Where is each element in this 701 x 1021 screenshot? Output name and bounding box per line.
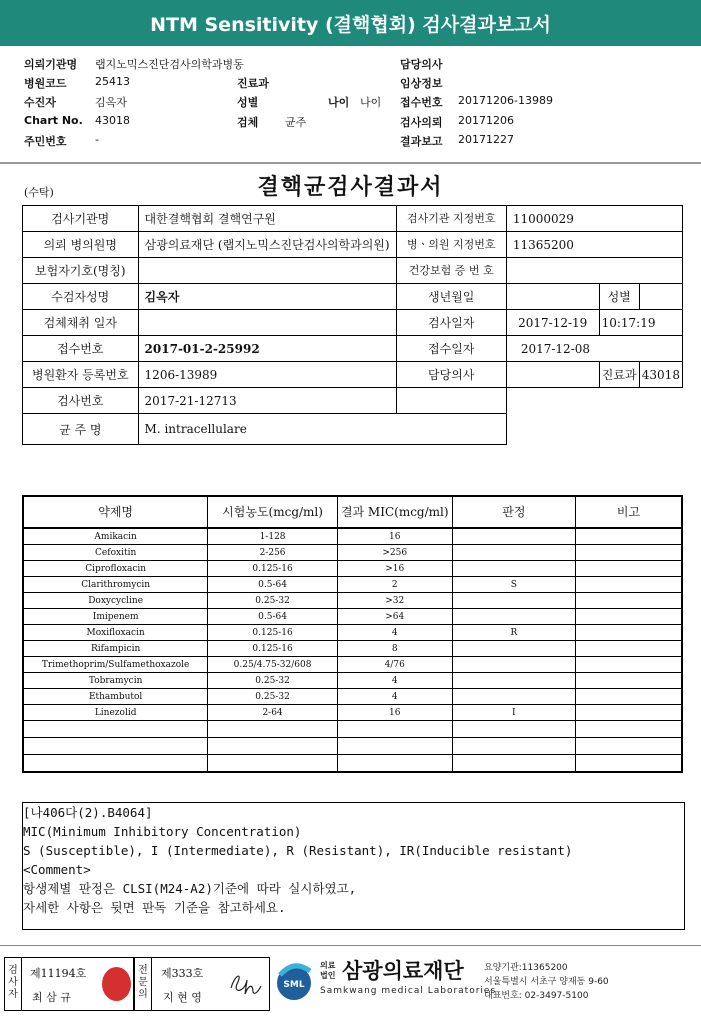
report-banner (0, 0, 701, 46)
table-cell (576, 625, 683, 641)
info-blank (506, 414, 682, 445)
note-line: 항생제별 판정은 CLSI(M24-A2)기준에 따라 실시하였고, (23, 881, 357, 896)
table-cell (576, 609, 683, 625)
info-label: 보험자기호(명칭) (23, 258, 139, 284)
info-value (506, 362, 599, 388)
table-cell (576, 721, 683, 738)
header-value: 20171227 (458, 133, 514, 146)
table-cell: 8 (337, 641, 452, 657)
table-cell: Imipenem (23, 609, 208, 625)
info-label: 성별 (599, 284, 639, 310)
table-cell (576, 577, 683, 593)
table-cell: Ethambutol (23, 689, 208, 705)
table-cell (23, 738, 208, 755)
info-label: 병원환자 등록번호 (23, 362, 139, 388)
note-line: 자세한 사항은 뒷면 판독 기준을 참고하세요. (23, 900, 286, 915)
header-value: 20171206 (458, 114, 514, 127)
table-cell (337, 755, 452, 773)
table-cell: 0.25-32 (208, 673, 338, 689)
table-row (23, 673, 682, 689)
header-value: 랩지노믹스진단검사의학과병동 (95, 58, 244, 71)
table-cell (208, 738, 338, 755)
header-label: 진료과 (237, 77, 269, 90)
info-label: 검사기관명 (23, 206, 139, 232)
table-cell: 16 (337, 705, 452, 721)
table-cell: Rifampicin (23, 641, 208, 657)
table-cell (337, 721, 452, 738)
table-cell: Linezolid (23, 705, 208, 721)
examiner-license: 제11194호 (30, 967, 87, 980)
table-cell (576, 755, 683, 773)
table-cell: I (452, 705, 575, 721)
info-value (138, 258, 396, 284)
table-cell: 16 (337, 528, 452, 545)
table-cell (452, 528, 575, 545)
table-row (23, 609, 682, 625)
info-value: 삼광의료재단 (랩지노믹스진단검사의학과의원) (138, 232, 396, 258)
notes-box (22, 802, 685, 930)
table-cell: Cefoxitin (23, 545, 208, 561)
header-label: 임상정보 (400, 77, 443, 90)
age-value: 나이 (360, 96, 382, 109)
table-cell: 2-64 (208, 705, 338, 721)
info-value: 김옥자 (138, 284, 396, 310)
table-row (23, 657, 682, 673)
info-value: 11000029 (506, 206, 682, 232)
table-cell: 0.5-64 (208, 577, 338, 593)
table-row (23, 689, 682, 705)
info-label: 담당의사 (396, 362, 506, 388)
note-line: MIC(Minimum Inhibitory Concentration) (23, 824, 302, 839)
header-label: 검체 (237, 116, 259, 129)
table-cell: >16 (337, 561, 452, 577)
info-value: 2017-12-08 (506, 336, 682, 362)
table-cell: >64 (337, 609, 452, 625)
header-value: 25413 (95, 75, 130, 88)
table-cell: Amikacin (23, 528, 208, 545)
table-row (23, 641, 682, 657)
info-label: 검사일자 (396, 310, 506, 336)
info-value: 10:17:19 (599, 310, 682, 336)
table-cell (576, 657, 683, 673)
table-cell (23, 721, 208, 738)
logo-text: SML (283, 980, 305, 990)
organization-logo-icon (272, 957, 316, 1001)
examiner-sign-box (4, 957, 134, 1011)
table-cell: 4 (337, 673, 452, 689)
header-divider (0, 162, 701, 164)
table-cell: >256 (337, 545, 452, 561)
header-label: 담당의사 (400, 58, 443, 71)
footer-divider (0, 945, 701, 946)
table-cell (576, 705, 683, 721)
column-header: 비고 (576, 496, 683, 528)
table-cell (576, 528, 683, 545)
age-label: 나이 (328, 96, 350, 109)
info-label: 검사기관 지정번호 (396, 206, 506, 232)
table-cell (452, 561, 575, 577)
table-row (23, 721, 682, 738)
examiner-name: 최 삼 규 (32, 991, 71, 1004)
table-cell: Ciprofloxacin (23, 561, 208, 577)
table-cell (452, 738, 575, 755)
info-label: 균 주 명 (23, 414, 139, 445)
table-cell (452, 755, 575, 773)
table-cell: 0.25-32 (208, 689, 338, 705)
info-value (506, 284, 599, 310)
header-label: Chart No. (24, 114, 83, 127)
info-value: 대한결핵협회 결핵연구원 (138, 206, 396, 232)
org-name: 삼광의료재단 (342, 959, 464, 983)
info-value: 11365200 (506, 232, 682, 258)
table-cell (452, 641, 575, 657)
table-cell: 0.125-16 (208, 625, 338, 641)
column-header: 약제명 (23, 496, 208, 528)
note-line: <Comment> (23, 862, 91, 877)
table-cell (452, 689, 575, 705)
table-cell (576, 641, 683, 657)
table-cell: 2 (337, 577, 452, 593)
examiner-label (5, 958, 22, 1010)
header-value: 균주 (285, 116, 307, 129)
table-cell (576, 561, 683, 577)
table-cell (208, 721, 338, 738)
info-value (138, 310, 396, 336)
header-value: 김옥자 (95, 96, 127, 109)
info-label: 수검자성명 (23, 284, 139, 310)
table-cell: 2-256 (208, 545, 338, 561)
header-label: 병원코드 (24, 77, 67, 90)
table-cell (576, 545, 683, 561)
table-row (23, 593, 682, 609)
info-blank (506, 388, 682, 414)
patient-info-table (22, 205, 683, 445)
specialist-license: 제333호 (161, 967, 204, 980)
header-value: - (95, 133, 99, 146)
intake-tag: (수탁) (24, 186, 54, 199)
table-cell: R (452, 625, 575, 641)
column-header: 시험농도(mcg/ml) (208, 496, 338, 528)
table-cell: Clarithromycin (23, 577, 208, 593)
table-cell: >32 (337, 593, 452, 609)
table-cell (576, 738, 683, 755)
table-row (23, 738, 682, 755)
table-cell: 1-128 (208, 528, 338, 545)
info-value: 2017-12-19 (506, 310, 599, 336)
note-line: S (Susceptible), I (Intermediate), R (Resistant), IR(Inducible resistant) (23, 843, 573, 858)
info-label: 병ㆍ의원 지정번호 (396, 232, 506, 258)
table-cell (452, 721, 575, 738)
info-value (639, 284, 682, 310)
specialist-label (135, 958, 152, 1010)
header-label: 검사의뢰 (400, 116, 443, 129)
susceptibility-table (22, 495, 683, 773)
order-header (0, 50, 701, 160)
info-value: 43018 (639, 362, 682, 388)
info-value-empty (396, 388, 506, 414)
info-value: 1206-13989 (138, 362, 396, 388)
organization-block (272, 955, 692, 1011)
header-value: 20171206-13989 (458, 94, 553, 107)
info-label: 검체채취 일자 (23, 310, 139, 336)
table-row (23, 561, 682, 577)
info-value: 2017-01-2-25992 (138, 336, 396, 362)
org-corp-label: 의료 법인 (320, 961, 336, 980)
info-label: 접수일자 (396, 336, 506, 362)
signature-icon (223, 966, 263, 1002)
table-row (23, 545, 682, 561)
info-label: 생년월일 (396, 284, 506, 310)
banner-title: NTM Sensitivity (결핵협회) 검사결과보고서 (150, 13, 551, 36)
table-cell: Tobramycin (23, 673, 208, 689)
org-address: 서울특별시 서초구 양재동 9-60 (484, 977, 609, 987)
org-english-name: Samkwang medical Laboratories (320, 986, 497, 996)
header-label: 의뢰기관명 (24, 58, 78, 71)
table-cell (23, 755, 208, 773)
info-value (506, 258, 682, 284)
specialist-label-text: 전문의 (138, 965, 148, 1000)
info-label: 검사번호 (23, 388, 139, 414)
table-cell: 0.125-16 (208, 641, 338, 657)
table-cell: 0.25-32 (208, 593, 338, 609)
info-label: 진료과 (599, 362, 639, 388)
table-cell (337, 738, 452, 755)
table-cell: 0.125-16 (208, 561, 338, 577)
table-row (23, 705, 682, 721)
column-header: 판정 (452, 496, 575, 528)
table-cell: 4 (337, 689, 452, 705)
table-cell (452, 545, 575, 561)
table-cell: 0.25/4.75-32/608 (208, 657, 338, 673)
header-label: 성별 (237, 96, 259, 109)
table-row (23, 577, 682, 593)
specialist-sign-box (134, 957, 270, 1011)
table-cell (452, 657, 575, 673)
table-cell: 4/76 (337, 657, 452, 673)
info-label: 의뢰 병의원명 (23, 232, 139, 258)
seal-stamp-icon (102, 967, 131, 1001)
examiner-label-text: 검사자 (8, 965, 18, 1000)
info-value: 2017-21-12713 (138, 388, 396, 414)
table-cell: S (452, 577, 575, 593)
org-phone: 대표번호: 02-3497-5100 (484, 991, 589, 1001)
table-cell: 4 (337, 625, 452, 641)
table-row (23, 625, 682, 641)
table-cell: Doxycycline (23, 593, 208, 609)
header-label: 주민번호 (24, 135, 67, 148)
info-label: 접수번호 (23, 336, 139, 362)
header-value: 43018 (95, 114, 130, 127)
table-cell (452, 609, 575, 625)
header-label: 수진자 (24, 96, 56, 109)
table-cell (576, 673, 683, 689)
organism-value: M. intracellulare (138, 414, 506, 445)
org-code: 요양기관:11365200 (484, 963, 568, 973)
table-cell: Trimethoprim/Sulfamethoxazole (23, 657, 208, 673)
table-cell (452, 593, 575, 609)
table-cell (576, 593, 683, 609)
table-row (23, 528, 682, 545)
column-header: 결과 MIC(mcg/ml) (337, 496, 452, 528)
info-label: 건강보험 증 번 호 (396, 258, 506, 284)
header-label: 접수번호 (400, 96, 443, 109)
specialist-name: 지 현 영 (163, 991, 202, 1004)
report-title: 결핵균검사결과서 (257, 174, 444, 200)
header-label: 결과보고 (400, 135, 443, 148)
note-line: [나406다(2).B4064] (23, 805, 153, 820)
table-cell: 0.5-64 (208, 609, 338, 625)
table-cell (208, 755, 338, 773)
table-row (23, 755, 682, 773)
table-cell (576, 689, 683, 705)
table-cell: Moxifloxacin (23, 625, 208, 641)
table-cell (452, 673, 575, 689)
